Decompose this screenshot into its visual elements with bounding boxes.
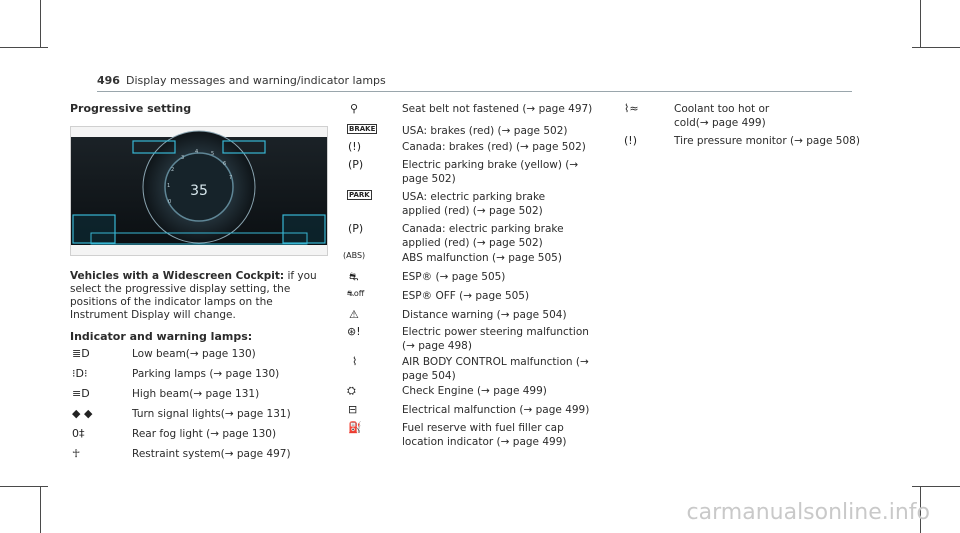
svg-text:6: 6	[223, 161, 227, 167]
seat-belt-icon: ⚲	[350, 102, 359, 115]
high-beam-icon: ≡D	[72, 387, 90, 400]
steering-malfunction-icon: ⊛!	[347, 325, 361, 338]
vehicles-text: if you select the progressive display setting, the positions of the indicator lamps on the Instrument Display will change.	[70, 270, 317, 321]
brake-icon: BRAKE	[349, 125, 376, 133]
list-item: Distance warning (→ page 504)	[402, 309, 567, 321]
parking-brake-icon: (P)	[348, 158, 364, 171]
coolant-icon: ⌇≈	[624, 102, 639, 115]
lamps-heading: Indicator and warning lamps:	[70, 330, 253, 343]
distance-warning-icon: ⚠	[349, 308, 359, 321]
cockpit-illustration	[71, 127, 327, 255]
crop-mark	[40, 0, 41, 48]
battery-icon: ⊟	[348, 403, 358, 416]
list-item: ABS malfunction (→ page 505)	[402, 252, 562, 264]
watermark: carmanualsonline.info	[686, 500, 930, 525]
low-beam-icon: ≣D	[72, 347, 90, 360]
crop-mark	[912, 47, 960, 48]
tire-pressure-icon: (!)	[624, 134, 637, 147]
header-rule	[97, 91, 852, 92]
svg-text:2: 2	[171, 167, 175, 173]
page-number: 496	[97, 74, 120, 87]
vehicles-paragraph	[70, 270, 330, 322]
turn-signal-icon: ◆ ◆	[72, 407, 93, 420]
parking-brake-applied-icon: (P)	[348, 222, 364, 235]
esp-icon: ⛐	[349, 270, 359, 283]
svg-text:1: 1	[167, 183, 171, 189]
list-item: USA: electric parking brake applied (red) (→ page 502)	[402, 191, 546, 217]
page-title: Display messages and warning/indicator lamps	[125, 74, 386, 87]
list-item: Fuel reserve with fuel filler cap location indicator (→ page 499)	[402, 422, 567, 448]
abs-icon: (ABS)	[343, 251, 366, 260]
list-item: High beam(→ page 131)	[132, 388, 260, 400]
list-item: Electric parking brake (yellow) (→ page 502)	[402, 159, 579, 185]
crop-mark	[920, 0, 921, 48]
list-item: Rear fog light (→ page 130)	[132, 428, 277, 440]
page-header	[97, 74, 386, 87]
list-item: Check Engine (→ page 499)	[402, 385, 547, 397]
list-item: Turn signal lights(→ page 131)	[132, 408, 291, 420]
list-item: AIR BODY CONTROL malfunction (→ page 504)	[402, 356, 589, 382]
list-item: Low beam(→ page 130)	[132, 348, 256, 360]
vehicles-heading: Vehicles with a Widescreen Cockpit:	[70, 270, 285, 282]
list-item: Seat belt not fastened (→ page 497)	[402, 103, 593, 115]
crop-mark	[912, 486, 960, 487]
list-item: Canada: electric parking brake applied (red) (→ page 502)	[402, 223, 564, 249]
list-item: Coolant too hot or cold(→ page 499)	[674, 103, 770, 129]
list-item: Canada: brakes (red) (→ page 502)	[402, 141, 586, 153]
svg-text:7: 7	[229, 175, 233, 181]
cockpit-figure	[70, 126, 328, 256]
brake-warning-icon: (!)	[348, 140, 361, 153]
list-item: ESP® (→ page 505)	[402, 271, 506, 283]
list-item: Electric power steering malfunction (→ page 498)	[402, 326, 589, 352]
park-icon: PARK	[349, 191, 370, 199]
list-item: Parking lamps (→ page 130)	[132, 368, 280, 380]
svg-text:5: 5	[211, 151, 215, 157]
svg-text:4: 4	[195, 149, 199, 155]
restraint-system-icon: ☥	[72, 447, 81, 460]
check-engine-icon: ⛭	[347, 384, 356, 397]
air-body-control-icon: ⌇	[352, 355, 358, 368]
section-title: Progressive setting	[70, 102, 192, 115]
crop-mark	[0, 486, 48, 487]
crop-mark	[0, 47, 48, 48]
svg-text:0: 0	[168, 199, 172, 205]
list-item: ESP® OFF (→ page 505)	[402, 290, 530, 302]
list-item: Restraint system(→ page 497)	[132, 448, 291, 460]
fuel-icon: ⛽	[348, 421, 362, 434]
svg-text:3: 3	[181, 155, 185, 161]
speed-readout: 35	[190, 183, 208, 199]
parking-lamps-icon: ⁝D⁝	[72, 367, 88, 380]
list-item: Electrical malfunction (→ page 499)	[402, 404, 590, 416]
list-item: USA: brakes (red) (→ page 502)	[402, 125, 568, 137]
esp-off-icon: ⛐off	[347, 289, 365, 298]
rear-fog-light-icon: 0‡	[72, 427, 85, 440]
crop-mark	[40, 486, 41, 533]
list-item: Tire pressure monitor (→ page 508)	[674, 135, 860, 147]
